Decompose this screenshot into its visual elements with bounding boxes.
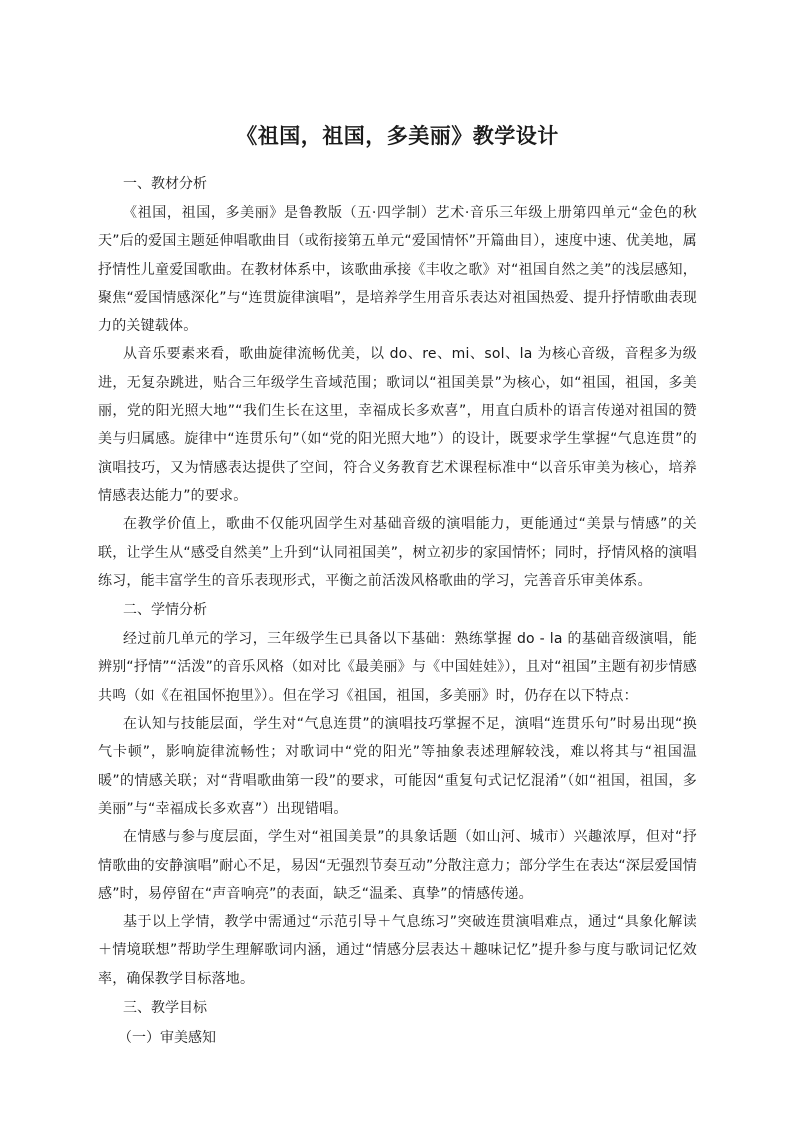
paragraph: 在教学价值上，歌曲不仅能巩固学生对基础音级的演唱能力，更能通过“美景与情感”的关联，让学生从“感受自然美”上升到“认同祖国美”，树立初步的家国情怀；同时，抒情风格的演唱练习，能丰富学生的音乐表现形式，平衡之前活泼风格歌曲的学习，完善音乐审美体系。 [98,516,697,589]
section-heading-teaching-goals: 三、教学目标 [123,1000,207,1017]
document-title: 《祖国，祖国，多美丽》教学设计 [236,124,559,148]
subsection-heading-aesthetic-perception: （一）审美感知 [118,1030,216,1047]
paragraph: 经过前几单元的学习，三年级学生已具备以下基础：熟练掌握 do - la 的基础音级演唱，能辨别“抒情”“活泼”的音乐风格（如对比《最美丽》与《中国娃娃》），且对“祖国”主题有初步情感共鸣（如《在祖国怀抱里》）。但在学习《祖国，祖国，多美丽》时，仍存在以下特点： [98,631,697,704]
paragraph: 基于以上学情，教学中需通过“示范引导＋气息练习”突破连贯演唱难点，通过“具象化解读＋情境联想”帮助学生理解歌词内涵，通过“情感分层表达＋趣味记忆”提升参与度与歌词记忆效率，确保教学目标落地。 [98,914,697,987]
section-heading-textbook-analysis: 一、教材分析 [123,176,207,192]
paragraph: 《祖国，祖国，多美丽》是鲁教版（五·四学制）艺术·音乐三年级上册第四单元“金色的秋天”后的爱国主题延伸唱歌曲目（或衔接第五单元“爱国情怀”开篇曲目），速度中速、优美地，属抒情性儿童爱国歌曲。在教材体系中，该歌曲承接《丰收之歌》对“祖国自然之美”的浅层感知，聚焦“爱国情感深化”与“连贯旋律演唱”，是培养学生用音乐表达对祖国热爱、提升抒情歌曲表现力的关键载体。 [98,205,697,335]
paragraph: 在认知与技能层面，学生对“气息连贯”的演唱技巧掌握不足，演唱“连贯乐句”时易出现“换气卡顿”，影响旋律流畅性；对歌词中“党的阳光”等抽象表述理解较浅，难以将其与“祖国温暖”的情感关联；对“背唱歌曲第一段”的要求，可能因“重复句式记忆混淆”（如“祖国，祖国，多美丽”与“幸福成长多欢喜”）出现错唱。 [98,716,697,817]
section-heading-learner-analysis: 二、学情分析 [123,602,207,619]
paragraph: 从音乐要素来看，歌曲旋律流畅优美，以 do、re、mi、sol、la 为核心音级，音程多为级进，无复杂跳进，贴合三年级学生音域范围；歌词以“祖国美景”为核心，如“祖国，祖国，多美丽，党的阳光照大地”“我们生长在这里，幸福成长多欢喜”，用直白质朴的语言传递对祖国的赞美与归属感。旋律中“连贯乐句”（如“党的阳光照大地”）的设计，既要求学生掌握“气息连贯”的演唱技巧，又为情感表达提供了空间，符合义务教育艺术课程标准中“以音乐审美为核心，培养情感表达能力”的要求。 [98,346,697,504]
paragraph: 在情感与参与度层面，学生对“祖国美景”的具象话题（如山河、城市）兴趣浓厚，但对“抒情歌曲的安静演唱”耐心不足，易因“无强烈节奏互动”分散注意力；部分学生在表达“深层爱国情感”时，易停留在“声音响亮”的表面，缺乏“温柔、真挚”的情感传递。 [98,829,697,902]
